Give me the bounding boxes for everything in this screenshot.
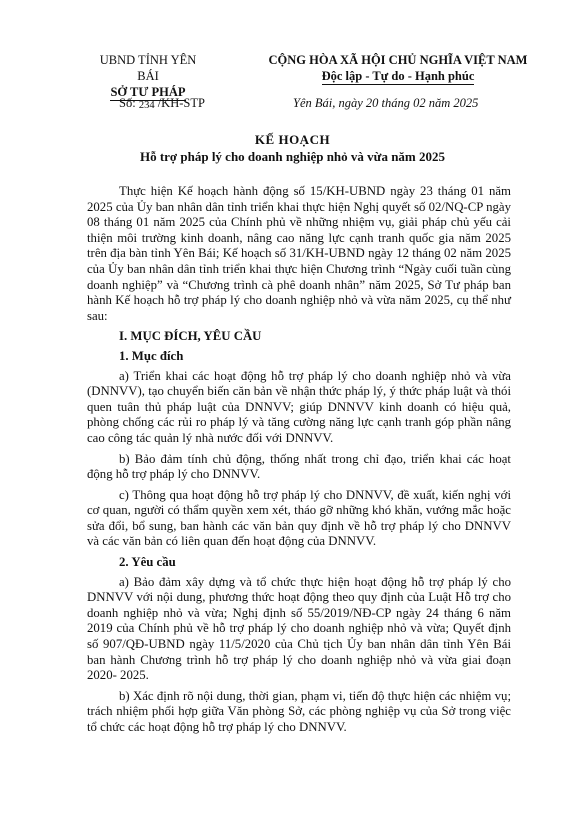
subheading-purpose: 1. Mục đích: [119, 348, 184, 363]
paragraph-requirements-b: b) Xác định rõ nội dung, thời gian, phạm vi, tiến độ thực hiện các nhiệm vụ; trách nhiệm phối hợp giữa Văn phòng Sở, các phòng nghiệp vụ của Sở trong việc tổ chức các hoạt động hỗ trợ pháp lý cho DNNVV.: [87, 688, 511, 734]
paragraph-requirements-a: a) Bảo đảm xây dựng và tổ chức thực hiện hoạt động hỗ trợ pháp lý cho DNNVV với nội dung, phương thức hoạt động theo quy định của Luật Hỗ trợ cho doanh nghiệp nhỏ và vừa; Nghị định số 55/2019/NĐ-CP ngày 24 tháng 6 năm 2019 của Chính phủ về hỗ trợ pháp lý cho doanh nghiệp nhỏ và vừa; Quyết định số 907/QĐ-UBND ngày 11/5/2020 của Chủ tịch Ủy ban nhân dân tỉnh Yên Bái ban hành Chương trình hỗ trợ pháp lý cho doanh nghiệp nhỏ và vừa giai đoạn 2020- 2025.: [87, 574, 511, 683]
subheading-requirements: 2. Yêu cầu: [119, 555, 176, 570]
document-body: [87, 184, 511, 741]
national-motto: Độc lập - Tự do - Hạnh phúc: [321, 69, 475, 83]
paragraph-purpose-a: a) Triển khai các hoạt động hỗ trợ pháp lý cho doanh nghiệp nhỏ và vừa (DNNVV), tạo chuyển biến căn bản về nhận thức pháp lý, ý thức pháp luật và thói quen tuân thủ pháp luật của DNNVV; giúp DNNVV kinh doanh có hiệu quả, phòng chống các rủi ro pháp lý và tăng cường năng lực cạnh tranh góp phần nâng cao công tác quản lý nhà nước đối với DNNVV.: [87, 368, 511, 445]
national-header: [248, 52, 548, 85]
doc-number-value: 234: [138, 100, 155, 111]
section-heading-purpose-requirements: I. MỤC ĐÍCH, YÊU CẦU: [119, 329, 262, 344]
document-number: [119, 96, 205, 111]
paragraph-purpose-b: b) Bảo đảm tính chủ động, thống nhất trong chỉ đạo, triển khai các hoạt động hỗ trợ pháp lý cho DNNVV.: [87, 451, 511, 482]
place-and-date: Yên Bái, ngày 20 tháng 02 năm 2025: [293, 96, 479, 110]
doc-number-suffix: /KH-STP: [157, 96, 205, 110]
intro-paragraph: Thực hiện Kế hoạch hành động số 15/KH-UBND ngày 23 tháng 01 năm 2025 của Ủy ban nhân dân tỉnh triển khai thực hiện Nghị quyết số 02/NQ-CP ngày 08 tháng 01 năm 2025 của Chính phủ về những nhiệm vụ, giải pháp chủ yếu cải thiện môi trường kinh doanh, nâng cao năng lực cạnh tranh quốc gia năm 2025 trên địa bàn tỉnh Yên Bái; Kế hoạch số 31/KH-UBND ngày 12 tháng 02 năm 2025 của Ủy ban nhân dân tỉnh triển khai thực hiện Chương trình “Ngày cuối tuần cùng doanh nghiệp” và “Chương trình cà phê doanh nhân” năm 2025, Sở Tư pháp ban hành Kế hoạch hỗ trợ pháp lý cho doanh nghiệp nhỏ và vừa năm 2025, cụ thể như sau:: [87, 184, 511, 323]
doc-number-prefix: Số:: [119, 96, 136, 110]
document-subtitle: Hỗ trợ pháp lý cho doanh nghiệp nhỏ và vừa năm 2025: [139, 149, 446, 164]
paragraph-purpose-c: c) Thông qua hoạt động hỗ trợ pháp lý cho DNNVV, đề xuất, kiến nghị với cơ quan, người có thẩm quyền xem xét, tháo gỡ những khó khăn, vướng mắc hoặc sửa đổi, bổ sung, ban hành các văn bản quy định về hỗ trợ pháp lý cho DNNVV và các văn bản có liên quan đến hoạt động của DNNVV.: [87, 487, 511, 549]
agency-parent: UBND TỈNH YÊN BÁI: [99, 53, 197, 83]
issuing-agency: [88, 52, 208, 101]
agency-name: SỞ TƯ PHÁP: [110, 85, 186, 99]
document-title: KẾ HOẠCH: [254, 132, 331, 147]
country-name: CỘNG HÒA XÃ HỘI CHỦ NGHĨA VIỆT NAM: [268, 53, 528, 67]
